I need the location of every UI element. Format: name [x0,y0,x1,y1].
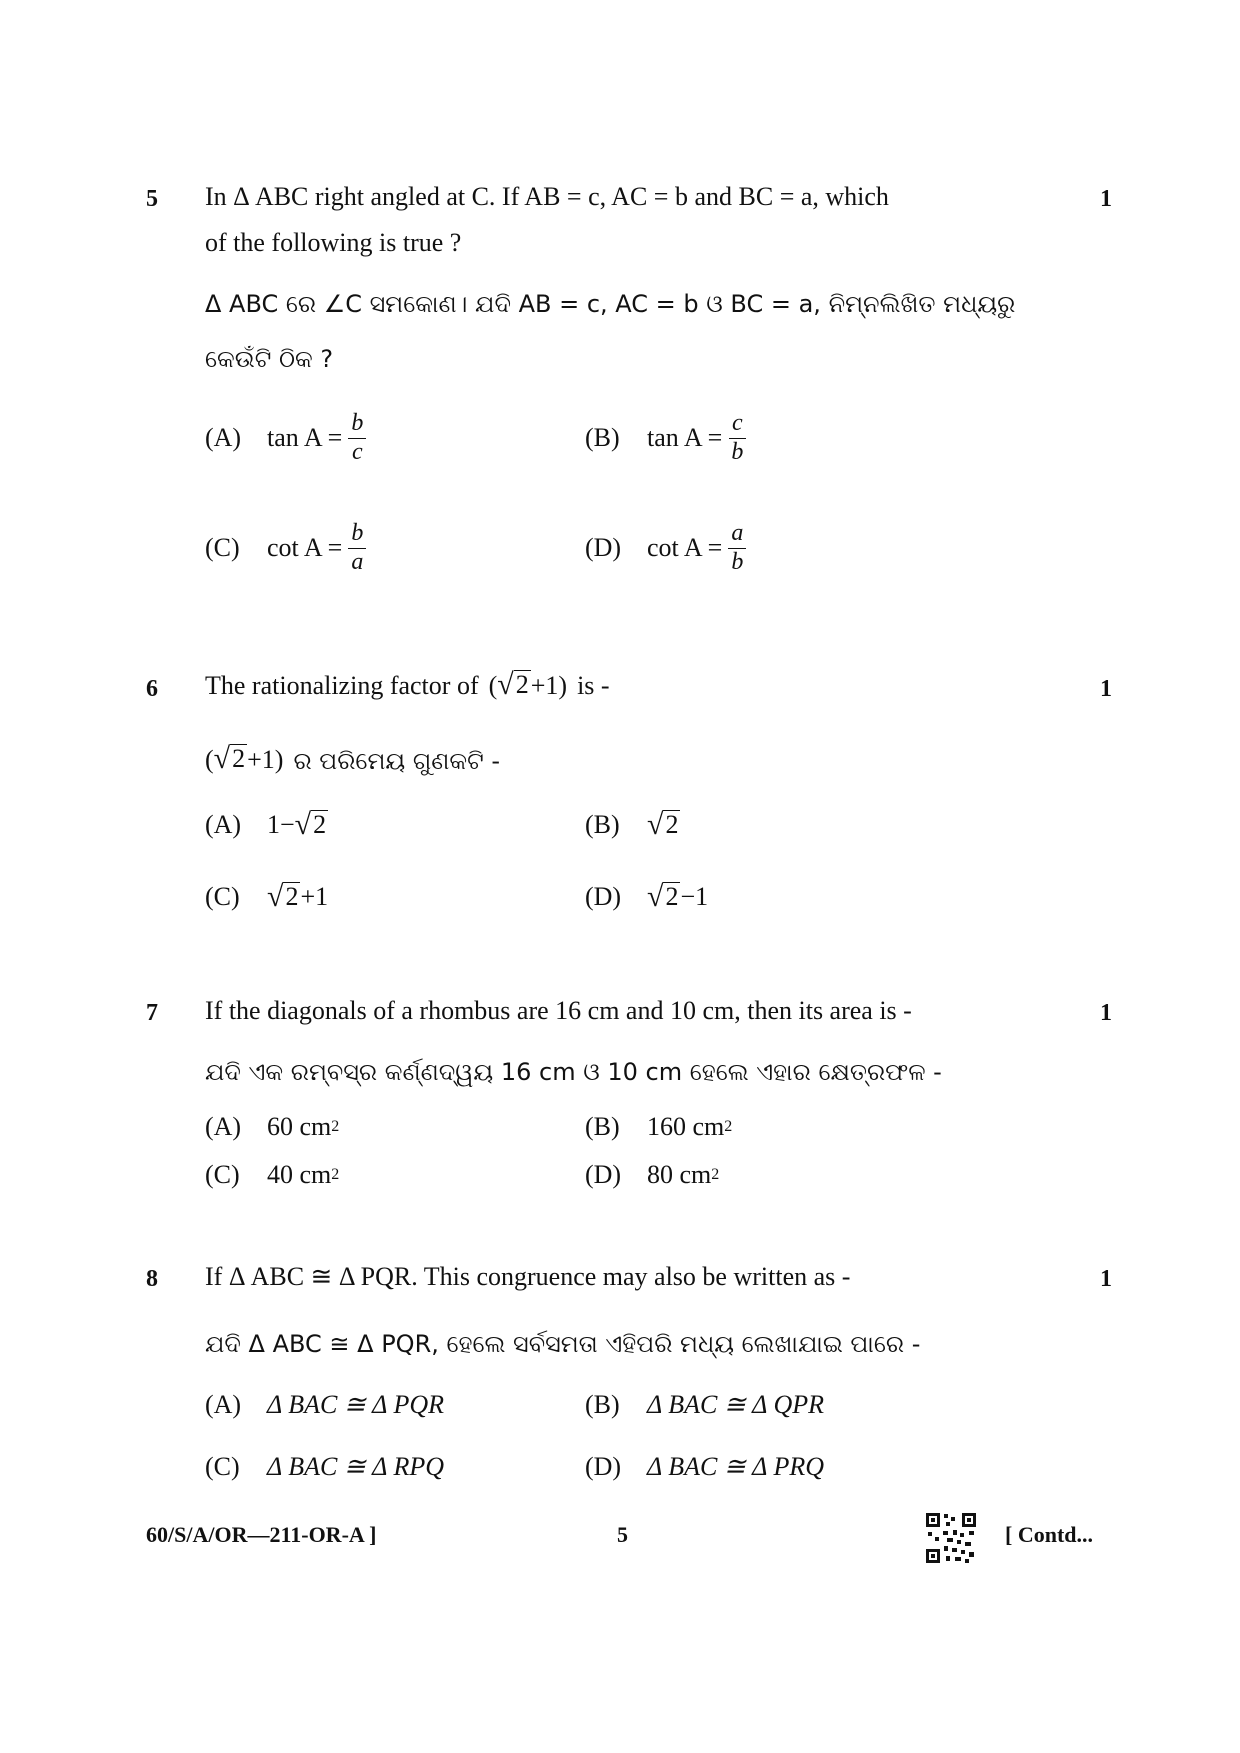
sqrt-expression [647,810,680,840]
question-marks: 1 [1100,676,1112,702]
option-label: (D) [585,882,622,911]
option-lhs: tan A = [647,423,723,453]
radical-sign: √ [267,880,284,913]
option-post: −1 [680,882,709,911]
option-value: Δ BAC ≅ Δ PRQ [647,1452,825,1481]
option-a [205,1390,444,1420]
paren: ( [205,745,214,774]
radicand: 2 [665,810,679,840]
question-text-suffix: ର ପରିମେୟ ଗୁଣକଟି - [293,747,501,775]
fraction [728,520,746,576]
option-d [585,1452,824,1482]
option-value: Δ BAC ≅ Δ PQR [267,1390,445,1419]
option-pre: 1− [267,810,295,839]
option-a [205,810,328,840]
option-d [585,520,746,576]
option-label: (A) [205,1112,242,1141]
option-a [205,410,366,466]
paren: ( [488,671,498,700]
question-number: 7 [146,1000,158,1026]
option-lhs: tan A = [267,423,343,453]
option-label: (D) [585,533,622,563]
sqrt-expression [214,744,247,774]
numerator: c [729,410,746,439]
qr-code-icon [925,1512,977,1564]
question-text-en: If the diagonals of a rhombus are 16 cm and 10 cm, then its area is - [205,996,912,1025]
option-lhs: cot A = [647,533,723,563]
option-value: 80 cm [647,1160,712,1189]
question-text-or: ଯଦି Δ ABC ≅ Δ PQR, ହେଲେ ସର୍ବସମତା ଏହିପରି ମଧ୍ୟ ଲେଖାଯାଇ ପାରେ - [205,1330,921,1358]
fraction [348,410,366,466]
numerator: b [348,520,366,549]
option-label: (B) [585,810,620,839]
option-label: (D) [585,1160,622,1189]
radical-sign: √ [647,880,664,913]
option-value: Δ BAC ≅ Δ QPR [647,1390,825,1419]
page-number: 5 [617,1522,628,1547]
option-label: (B) [585,1112,620,1141]
continued-label: [ Contd... [1005,1522,1094,1547]
option-b [585,1390,824,1420]
sqrt-expression [647,882,680,912]
option-label: (B) [585,1390,620,1419]
question-text-en-cont: of the following is true ? [205,228,462,257]
numerator: a [728,520,746,549]
math-expression [205,744,283,775]
denominator: c [352,438,363,465]
question-text-or [205,744,500,775]
question-marks: 1 [1100,1000,1112,1026]
option-d [585,882,708,912]
denominator: a [351,548,364,575]
option-c [205,520,366,576]
option-label: (C) [205,1452,240,1481]
question-text-or: Δ ABC ରେ ∠C ସମକୋଣ। ଯଦି AB = c, AC = b ଓ BC = a, ନିମ୍ନଲିଖିତ ମଧ୍ୟରୁ [205,290,1016,318]
option-label: (A) [205,423,242,453]
question-text-en: In Δ ABC right angled at C. If AB = c, AC = b and BC = a, which [205,182,889,211]
option-a [205,1112,339,1142]
option-b [585,810,680,840]
option-c [205,1160,339,1190]
option-value: 60 cm [267,1112,332,1141]
question-number: 5 [146,186,158,212]
option-label: (A) [205,810,242,839]
option-label: (C) [205,1160,240,1189]
radical-sign: √ [497,668,514,701]
question-text-prefix: The rationalizing factor of [205,671,479,700]
question-text-en [205,670,610,701]
sqrt-expression [267,882,300,912]
option-superscript: 2 [711,1166,720,1183]
radicand: 2 [515,670,529,700]
numerator: b [348,410,366,439]
option-superscript: 2 [331,1166,340,1183]
question-text-suffix: is - [577,671,610,700]
radical-sign: √ [294,808,312,841]
denominator: b [731,438,744,465]
radicand: 2 [665,882,679,912]
radical-sign: √ [213,742,231,775]
question-text-en: If Δ ABC ≅ Δ PQR. This congruence may also be written as - [205,1262,851,1291]
option-label: (B) [585,423,620,453]
sqrt-expression [497,670,530,700]
option-label: (C) [205,882,240,911]
option-superscript: 2 [331,1118,340,1135]
option-label: (C) [205,533,240,563]
question-number: 8 [146,1266,158,1292]
math-expression [489,670,567,701]
expr-rest: +1) [530,671,568,700]
question-number: 6 [146,676,158,702]
question-text-or-cont: କେଉଁଟି ଠିକ ? [205,345,334,373]
fraction [728,410,746,466]
question-marks: 1 [1100,1266,1112,1292]
option-value: 40 cm [267,1160,332,1189]
option-c [205,882,328,912]
option-value: Δ BAC ≅ Δ RPQ [267,1452,445,1481]
option-c [205,1452,444,1482]
paper-code: 60/S/A/OR—211-OR-A ] [146,1522,377,1547]
denominator: b [731,548,744,575]
question-text-or: ଯଦି ଏକ ରମ୍ବସ୍‌ର କର୍ଣ୍ଣଦ୍ୱୟ 16 cm ଓ 10 cm ହେଲେ ଏହାର କ୍ଷେତ୍ରଫଳ - [205,1058,942,1086]
radicand: 2 [232,744,246,774]
expr-rest: +1) [247,745,284,774]
option-b [585,1112,732,1142]
option-label: (D) [585,1452,622,1481]
option-post: +1 [300,882,329,911]
sqrt-expression [295,810,328,840]
radicand: 2 [313,810,327,840]
fraction [348,520,366,576]
question-marks: 1 [1100,186,1112,212]
radicand: 2 [285,882,299,912]
option-superscript: 2 [724,1118,733,1135]
option-label: (A) [205,1390,242,1419]
option-b [585,410,746,466]
radical-sign: √ [647,808,664,841]
option-lhs: cot A = [267,533,343,563]
option-value: 160 cm [647,1112,725,1141]
option-d [585,1160,719,1190]
